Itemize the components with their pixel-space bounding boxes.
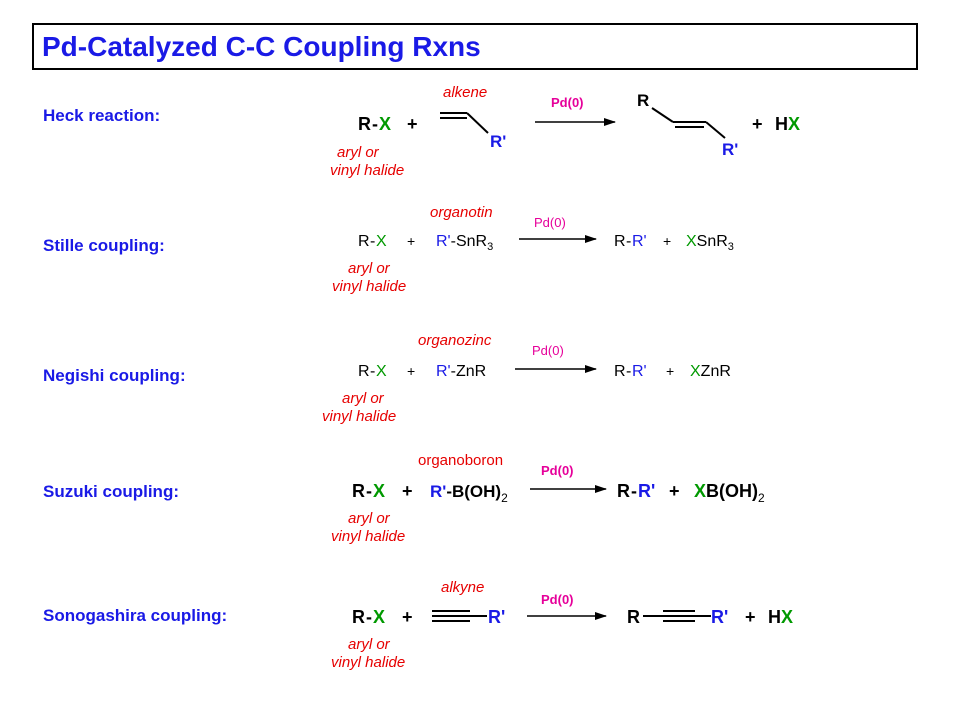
heck-product-rprime: R' (722, 140, 739, 159)
stille-catalyst: Pd(0) (534, 215, 566, 230)
stille-substrate-label-2: vinyl halide (332, 278, 407, 295)
heck-byproduct-h: H (775, 114, 788, 134)
heck-catalyst: Pd(0) (551, 95, 584, 110)
negishi-substrate-label-1: aryl or (342, 390, 384, 407)
suzuki-byproduct: $XB(OH)_2$ (694, 481, 765, 505)
sonogashira-catalyst: Pd(0) (541, 592, 574, 607)
heck-byproduct-x: X (788, 114, 801, 134)
sonogashira-plus-2: + (745, 607, 756, 627)
stille-plus-1: + (407, 233, 416, 249)
heck-alkene-rprime: R' (490, 132, 507, 151)
sonogashira-product-rprime: R' (711, 607, 729, 627)
suzuki-plus-1: + (402, 481, 413, 501)
heck-plus-2: + (752, 114, 763, 134)
sonogashira-reaction-name: Sonogashira coupling: (43, 606, 228, 625)
negishi-reactant-x: X (376, 363, 387, 380)
stille-substrate-label-1: aryl or (348, 260, 390, 277)
negishi-product-r: R (614, 363, 626, 380)
negishi-substrate-label-2: vinyl halide (322, 408, 397, 425)
stille-byproduct: XSnR$_3$ (686, 233, 734, 253)
negishi-product-rprime: R' (632, 363, 647, 380)
stille-plus-2: + (663, 233, 672, 249)
heck-substrate-label-2: vinyl halide (330, 162, 405, 179)
heck-substrate-label-1: aryl or (337, 144, 379, 161)
negishi-scheme (322, 332, 731, 425)
heck-reagent-label: alkene (443, 84, 488, 101)
sonogashira-reactant-dash: - (366, 607, 372, 627)
negishi-reagent-label: organozinc (418, 332, 492, 349)
suzuki-reactant-r: R (352, 481, 365, 501)
suzuki-reaction-name: Suzuki coupling: (43, 482, 179, 501)
sonogashira-byproduct-x: X (781, 607, 794, 627)
sonogashira-alkyne-rprime: R' (488, 607, 506, 627)
sonogashira-product-bonds (643, 611, 711, 621)
suzuki-partner: $R'-B(OH)_2$ (430, 482, 508, 505)
heck-product-r: R (637, 91, 650, 110)
stille-product-dash: - (626, 233, 632, 250)
heck-reactant-x: X (379, 114, 392, 134)
negishi-product-dash: - (626, 363, 632, 380)
stille-partner: R'-SnR$_3$ (436, 233, 494, 253)
heck-reactant-r: R (358, 114, 371, 134)
negishi-reactant-dash: - (370, 363, 376, 380)
suzuki-reactant-dash: - (366, 481, 372, 501)
heck-alkene-bonds (440, 113, 488, 133)
sonogashira-plus-1: + (402, 607, 413, 627)
stille-reactant-x: X (376, 233, 387, 250)
heck-product-bonds (652, 108, 725, 138)
suzuki-product-dash: - (631, 481, 637, 501)
heck-reactant-dash: - (372, 114, 378, 134)
negishi-partner: R'-ZnR (436, 363, 487, 380)
stille-reactant-dash: - (370, 233, 376, 250)
sonogashira-byproduct-h: H (768, 607, 781, 627)
page-title: Pd-Catalyzed C-C Coupling Rxns (42, 31, 481, 62)
stille-product-rprime: R' (632, 233, 647, 250)
heck-scheme (330, 84, 800, 179)
negishi-plus-2: + (666, 363, 675, 379)
negishi-catalyst: Pd(0) (532, 343, 564, 358)
stille-reactant-r: R (358, 233, 370, 250)
sonogashira-alkyne-bonds (432, 611, 487, 621)
suzuki-reactant-x: X (373, 481, 386, 501)
stille-product-r: R (614, 233, 626, 250)
suzuki-plus-2: + (669, 481, 680, 501)
sonogashira-substrate-label-1: aryl or (348, 636, 390, 653)
sonogashira-substrate-label-2: vinyl halide (331, 654, 406, 671)
negishi-reactant-r: R (358, 363, 370, 380)
suzuki-reagent-label: organoboron (418, 452, 504, 469)
stille-reagent-label: organotin (430, 204, 493, 221)
heck-reaction-name: Heck reaction: (43, 106, 161, 125)
sonogashira-scheme (331, 579, 793, 671)
stille-scheme (332, 204, 734, 295)
sonogashira-reactant-x: X (373, 607, 386, 627)
stille-reaction-name: Stille coupling: (43, 236, 165, 255)
suzuki-scheme (331, 452, 765, 545)
sonogashira-reagent-label: alkyne (441, 579, 485, 596)
negishi-byproduct: XZnR (690, 363, 731, 380)
suzuki-substrate-label-1: aryl or (348, 510, 390, 527)
suzuki-substrate-label-2: vinyl halide (331, 528, 406, 545)
negishi-plus-1: + (407, 363, 416, 379)
heck-plus-1: + (407, 114, 418, 134)
suzuki-product-r: R (617, 481, 630, 501)
sonogashira-reactant-r: R (352, 607, 365, 627)
suzuki-catalyst: Pd(0) (541, 463, 574, 478)
negishi-reaction-name: Negishi coupling: (43, 366, 186, 385)
suzuki-product-rprime: R' (638, 481, 656, 501)
sonogashira-product-r: R (627, 607, 640, 627)
